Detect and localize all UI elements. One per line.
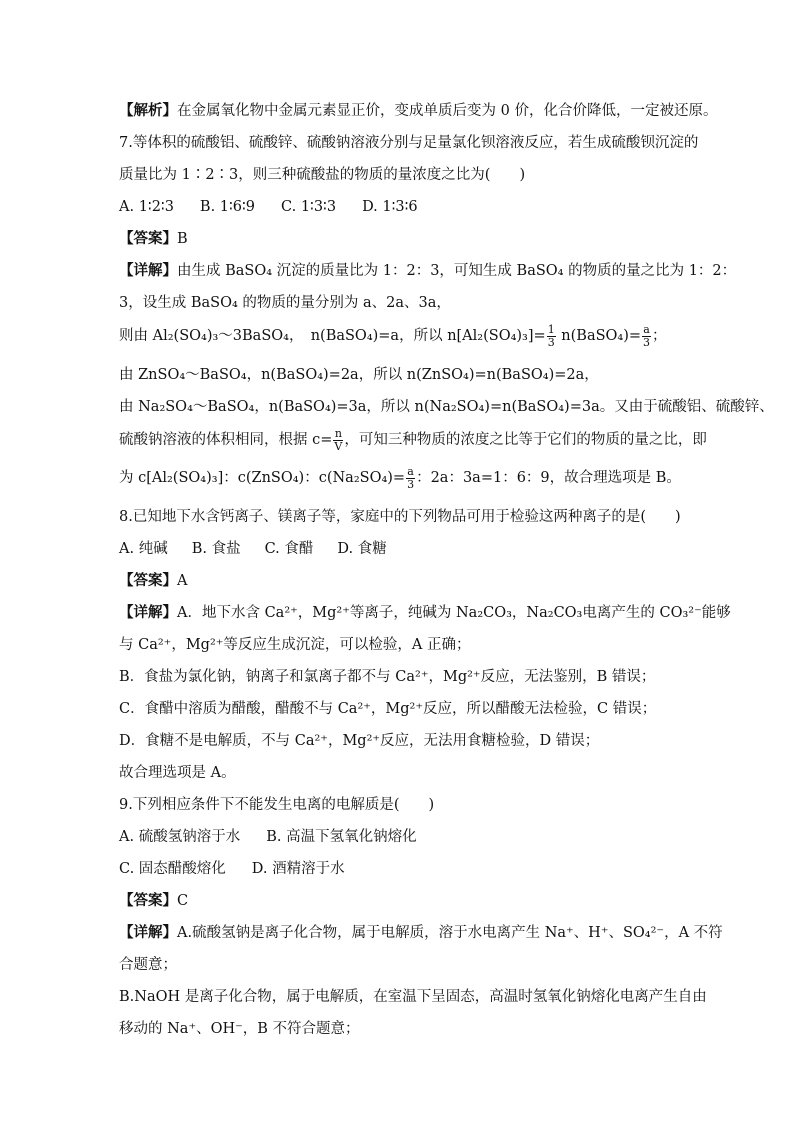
fraction-numerator: 1 [547, 323, 555, 336]
q9-option-d: D. 酒精溶于水 [251, 861, 345, 877]
q8-detail-line-2: 与 Ca²⁺，Mg²⁺等反应生成沉淀，可以检验，A 正确； [119, 637, 471, 653]
q8-stem: 8.已知地下水含钙离子、镁离子等，家庭中的下列物品可用于检验这两种离子的是( ) [119, 509, 681, 525]
detail-text: 则由 Al₂(SO₄)₃～3BaSO₄， n(BaSO₄)=a，所以 n[Al₂(SO₄)₃]= [119, 328, 546, 345]
q8-option-c: C. 食醋 [264, 541, 314, 557]
fraction-denominator: 3 [407, 477, 415, 491]
q9-stem: 9.下列相应条件下不能发生电离的电解质是( ) [119, 797, 435, 813]
answer-label: 【答案】 [119, 572, 177, 589]
q8-detail-line-5: D．食糖不是电解质，不与 Ca²⁺，Mg²⁺反应，无法用食糖检验，D 错误； [119, 733, 600, 749]
q7-option-d: D. 1∶3∶6 [362, 199, 418, 215]
q8-option-a: A. 纯碱 [119, 541, 168, 557]
detail-text: 硫酸钠溶液的体积相同，根据 c= [119, 432, 333, 449]
q9-detail-line-4: 移动的 Na⁺、OH⁻，B 不符合题意； [119, 1021, 360, 1037]
detail-text: ； [652, 328, 667, 345]
fraction-denominator: 3 [547, 335, 555, 349]
detail-text: 为 c[Al₂(SO₄)₃]：c(ZnSO₄)：c(Na₂SO₄)= [119, 470, 406, 487]
fraction-denominator: 3 [643, 335, 651, 349]
q7-detail-line-4: 由 ZnSO₄～BaSO₄，n(BaSO₄)=2a，所以 n(ZnSO₄)=n(BaSO₄)=2a， [119, 367, 599, 383]
q7-detail-line-7 [119, 466, 681, 490]
fraction-numerator: a [407, 465, 414, 478]
detail-text: A．地下水含 Ca²⁺，Mg²⁺等离子，纯碱为 Na₂CO₃，Na₂CO₃电离产生的 CO₃²⁻能够 [177, 605, 731, 621]
q8-detail-line-3: B．食盐为氯化钠，钠离子和氯离子都不与 Ca²⁺，Mg²⁺反应，无法鉴别，B 错误； [119, 669, 656, 685]
q7-answer-line [119, 232, 188, 247]
detail-text: A.硫酸氢钠是离子化合物，属于电解质，溶于水电离产生 Na⁺、H⁺、SO₄²⁻，A 不符 [177, 925, 723, 941]
detail-text: n(BaSO₄)= [556, 328, 642, 345]
q9-option-c: C. 固态醋酸熔化 [119, 861, 226, 877]
detail-text: 由生成 BaSO₄ 沉淀的质量比为 1：2：3，可知生成 BaSO₄ 的物质的量之比为 1：2： [177, 263, 737, 279]
q7-detail-line-1 [119, 264, 736, 279]
q7-option-b: B. 1∶6∶9 [199, 199, 256, 215]
detail-text: ：2a：3a=1：6：9，故合理选项是 B。 [416, 470, 681, 487]
q9-options-row-2 [119, 862, 345, 877]
answer-label: 【答案】 [119, 230, 177, 247]
q6-analysis-line [119, 104, 717, 119]
q8-detail-line-4: C．食醋中溶质为醋酸，醋酸不与 Ca²⁺，Mg²⁺反应，所以醋酸无法检验，C 错误； [119, 701, 657, 717]
fraction-numerator: n [334, 427, 342, 440]
q8-detail-line-6: 故合理选项是 A。 [119, 765, 236, 781]
q7-detail-line-2: 3，设生成 BaSO₄ 的物质的量分别为 a、2a、3a， [119, 295, 451, 311]
q7-stem-line-2: 质量比为 1∶2∶3，则三种硫酸盐的物质的量浓度之比为( ) [119, 167, 526, 183]
q8-answer-line [119, 574, 187, 589]
q9-detail-line-3: B.NaOH 是离子化合物，属于电解质，在室温下呈固态，高温时氢氧化钠熔化电离产生自由 [119, 989, 707, 1005]
q7-detail-line-3 [119, 324, 667, 348]
q8-detail-line-1 [119, 606, 731, 621]
answer-value: C [177, 893, 189, 909]
q8-options [119, 542, 387, 557]
q7-stem-line-1: 7.等体积的硫酸铝、硫酸锌、硫酸钠溶液分别与足量氯化钡溶液反应，若生成硫酸钡沉淀的 [119, 135, 699, 151]
detail-label: 【详解】 [119, 924, 177, 941]
q9-option-a: A. 硫酸氢钠溶于水 [119, 829, 241, 845]
q9-detail-line-1 [119, 926, 723, 941]
fraction [406, 466, 415, 490]
q8-option-d: D. 食糖 [337, 541, 387, 557]
fraction-denominator: V [334, 439, 343, 453]
fraction [333, 428, 343, 452]
answer-value: B [177, 231, 188, 247]
q8-option-b: B. 食盐 [191, 541, 241, 557]
q9-options-row-1 [119, 830, 417, 845]
analysis-label: 【解析】 [119, 102, 177, 119]
q7-option-a: A. 1∶2∶3 [119, 199, 174, 215]
answer-value: A [177, 573, 188, 589]
fraction-numerator: a [643, 323, 650, 336]
q9-detail-line-2: 合题意； [119, 957, 177, 973]
q7-detail-line-6 [119, 428, 707, 452]
fraction [547, 324, 556, 348]
detail-label: 【详解】 [119, 604, 177, 621]
q7-options [119, 200, 418, 215]
q7-detail-line-5: 由 Na₂SO₄～BaSO₄，n(BaSO₄)=3a，所以 n(Na₂SO₄)=n(BaSO₄)=3a。又由于硫酸铝、硫酸锌、 [119, 399, 774, 415]
q7-option-c: C. 1∶3∶3 [281, 199, 337, 215]
q9-option-b: B. 高温下氢氧化钠熔化 [266, 829, 417, 845]
q9-answer-line [119, 894, 188, 909]
detail-text: ，可知三种物质的浓度之比等于它们的物质的量之比，即 [344, 432, 707, 449]
answer-label: 【答案】 [119, 892, 177, 909]
fraction [642, 324, 651, 348]
detail-label: 【详解】 [119, 262, 177, 279]
analysis-text: 在金属氧化物中金属元素显正价，变成单质后变为 0 价，化合价降低，一定被还原。 [177, 103, 718, 119]
